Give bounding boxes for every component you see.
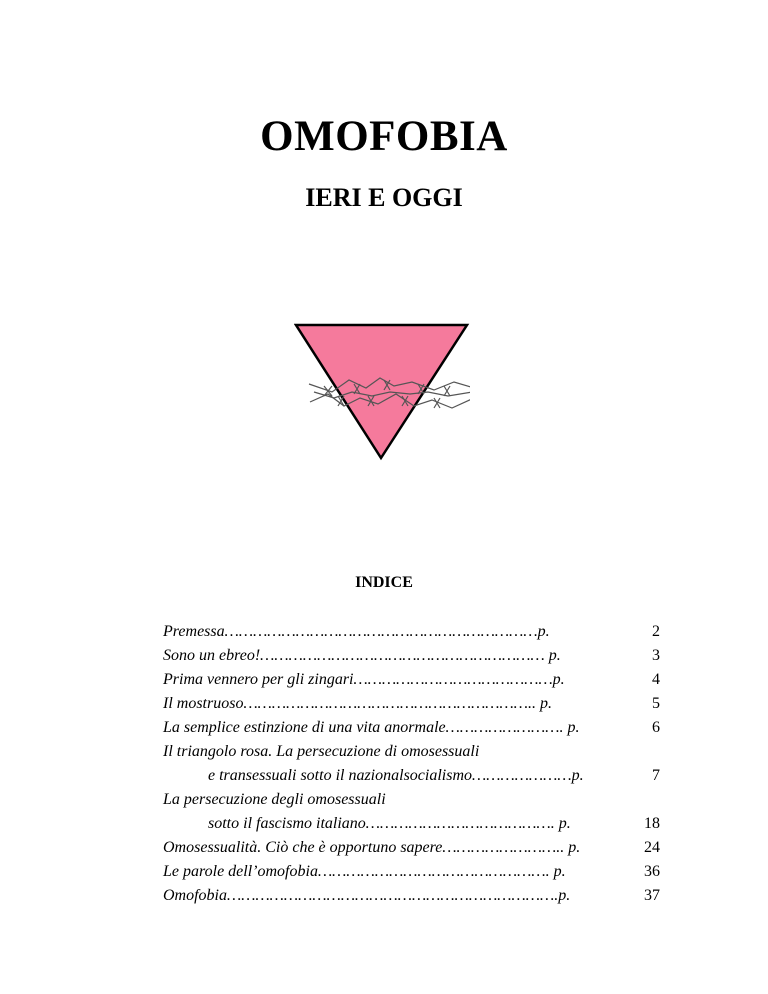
toc-entry-title: Prima vennero per gli zingari……………………………………p. xyxy=(163,671,565,688)
toc-entry-triangolo-rosa[interactable] xyxy=(163,740,660,764)
toc-entry-triangolo-rosa-cont[interactable] xyxy=(163,764,660,788)
toc-entry-omosessualita[interactable] xyxy=(163,836,660,860)
toc-page-number: 24 xyxy=(644,839,660,856)
toc-entry-parole-omofobia[interactable] xyxy=(163,860,660,884)
toc-entry-title: Omosessualità. Ciò che è opportuno sapere…………………….. p. xyxy=(163,839,581,856)
toc-page-number: 6 xyxy=(652,719,660,736)
toc-entry-persecuzione-omosessuali-cont[interactable] xyxy=(163,812,660,836)
toc-entry-title: La semplice estinzione di una vita anormale……………………. p. xyxy=(163,719,580,736)
toc-entry-title: Omofobia…………………………………………………………….p. xyxy=(163,887,571,904)
toc-page-number: 3 xyxy=(652,647,660,664)
toc-entry-semplice-estinzione[interactable] xyxy=(163,716,660,740)
toc-page-number: 7 xyxy=(652,767,660,784)
toc-page-number: 18 xyxy=(644,815,660,832)
document-title: OMOFOBIA xyxy=(260,113,508,160)
toc-page-number: 4 xyxy=(652,671,660,688)
toc-entry-title: Il mostruoso…………………………………………………….. p. xyxy=(163,695,552,712)
toc-entry-title: Le parole dell’omofobia…………………………………………. p. xyxy=(163,863,566,880)
toc-entry-title: Il triangolo rosa. La persecuzione di omosessuali xyxy=(163,743,480,760)
table-of-contents xyxy=(163,620,660,908)
toc-entry-prima-vennero[interactable] xyxy=(163,668,660,692)
toc-page-number: 37 xyxy=(644,887,660,904)
index-heading: INDICE xyxy=(355,574,413,591)
toc-page-number: 5 xyxy=(652,695,660,712)
toc-entry-title: Premessa…………………………………………………………p. xyxy=(163,623,550,640)
toc-page-number: 2 xyxy=(652,623,660,640)
toc-entry-title: Sono un ebreo!…………………………………………………… p. xyxy=(163,647,561,664)
toc-entry-il-mostruoso[interactable] xyxy=(163,692,660,716)
toc-page-number: 36 xyxy=(644,863,660,880)
toc-entry-title: e transessuali sotto il nazionalsocialismo…………………p. xyxy=(208,767,584,784)
toc-entry-sono-un-ebreo[interactable] xyxy=(163,644,660,668)
document-subtitle: IERI E OGGI xyxy=(305,183,463,212)
toc-entry-title: sotto il fascismo italiano…………………………………. p. xyxy=(208,815,571,832)
toc-entry-omofobia[interactable] xyxy=(163,884,660,908)
pink-triangle-emblem xyxy=(294,322,470,462)
toc-entry-premessa[interactable] xyxy=(163,620,660,644)
toc-entry-persecuzione-omosessuali[interactable] xyxy=(163,788,660,812)
pink-triangle xyxy=(296,325,467,458)
toc-entry-title: La persecuzione degli omosessuali xyxy=(163,791,386,808)
